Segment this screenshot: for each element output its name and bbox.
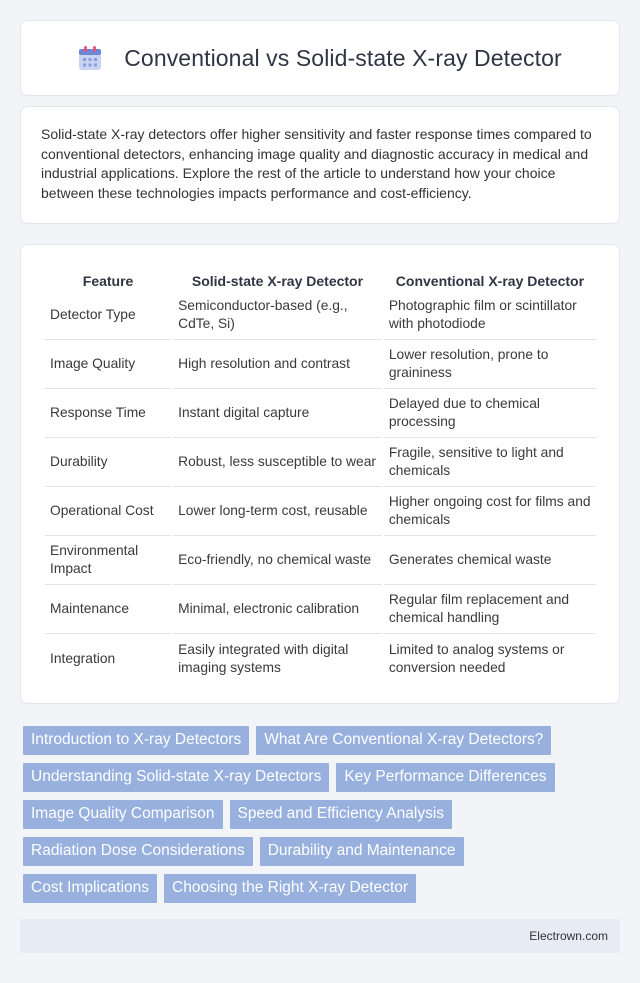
table-row (45, 585, 596, 634)
solid-state-cell: Easily integrated with digital imaging systems (178, 641, 349, 675)
table-row (45, 291, 596, 340)
feature-cell: Integration (50, 650, 116, 666)
solid-state-cell: Minimal, electronic calibration (173, 585, 382, 634)
header-solid-state: Solid-state X-ray Detector (191, 273, 364, 289)
link-performance-differences[interactable]: Key Performance Differences (336, 763, 554, 792)
table-header-row (45, 265, 596, 291)
table-row (45, 487, 596, 536)
table-row (45, 340, 596, 389)
solid-state-cell: Robust, less susceptible to wear (173, 438, 382, 487)
feature-cell: Durability (45, 438, 171, 487)
conventional-cell: Delayed due to chemical processing (384, 389, 596, 438)
header-conventional: Conventional X-ray Detector (395, 273, 585, 289)
comparison-table (43, 265, 598, 683)
solid-state-cell: Eco-friendly, no chemical waste (173, 536, 382, 585)
table-row (45, 634, 596, 683)
link-radiation-dose[interactable]: Radiation Dose Considerations (23, 837, 253, 866)
table-row (45, 536, 596, 585)
conventional-cell: Limited to analog systems or conversion needed (388, 641, 565, 675)
link-introduction[interactable]: Introduction to X-ray Detectors (23, 726, 249, 755)
intro-card (20, 106, 620, 224)
link-choosing-detector[interactable]: Choosing the Right X-ray Detector (164, 874, 416, 903)
conventional-cell: Higher ongoing cost for films and chemicals (384, 487, 596, 536)
conventional-cell: Lower resolution, prone to graininess (384, 340, 596, 389)
link-image-quality[interactable]: Image Quality Comparison (23, 800, 223, 829)
footer (20, 919, 620, 953)
conventional-cell: Photographic film or scintillator with photodiode (384, 291, 596, 340)
solid-state-cell: High resolution and contrast (173, 340, 382, 389)
link-speed-efficiency[interactable]: Speed and Efficiency Analysis (230, 800, 453, 829)
feature-cell: Image Quality (45, 340, 171, 389)
feature-cell: Maintenance (45, 585, 171, 634)
conventional-cell: Generates chemical waste (384, 536, 596, 585)
feature-cell: Detector Type (45, 291, 171, 340)
title-card (20, 20, 620, 96)
topic-links (20, 726, 620, 911)
table-row (45, 389, 596, 438)
solid-state-cell: Lower long-term cost, reusable (173, 487, 382, 536)
comparison-table-card (20, 244, 620, 704)
intro-text: Solid-state X-ray detectors offer higher sensitivity and faster response times compared to conventional detectors, enhancing image quality and diagnostic accuracy in medical and industrial applications. Explore the rest of the article to understand how your choice between these technologies impacts performance and cost-efficiency. (41, 126, 592, 201)
footer-site-link[interactable]: Electrown.com (529, 929, 608, 943)
calendar-icon (78, 45, 102, 71)
feature-cell: Environmental Impact (45, 536, 171, 585)
table-row (45, 438, 596, 487)
page-title: Conventional vs Solid-state X-ray Detector (124, 44, 562, 71)
feature-cell: Response Time (45, 389, 171, 438)
conventional-cell: Regular film replacement and chemical handling (384, 585, 596, 634)
conventional-cell: Fragile, sensitive to light and chemicals (384, 438, 596, 487)
header-feature: Feature (82, 273, 134, 289)
solid-state-cell: Semiconductor-based (e.g., CdTe, Si) (173, 291, 382, 340)
solid-state-cell: Instant digital capture (173, 389, 382, 438)
link-solid-state-detectors[interactable]: Understanding Solid-state X-ray Detectors (23, 763, 329, 792)
link-conventional-detectors[interactable]: What Are Conventional X-ray Detectors? (256, 726, 551, 755)
link-durability-maintenance[interactable]: Durability and Maintenance (260, 837, 464, 866)
feature-cell: Operational Cost (45, 487, 171, 536)
link-cost-implications[interactable]: Cost Implications (23, 874, 157, 903)
